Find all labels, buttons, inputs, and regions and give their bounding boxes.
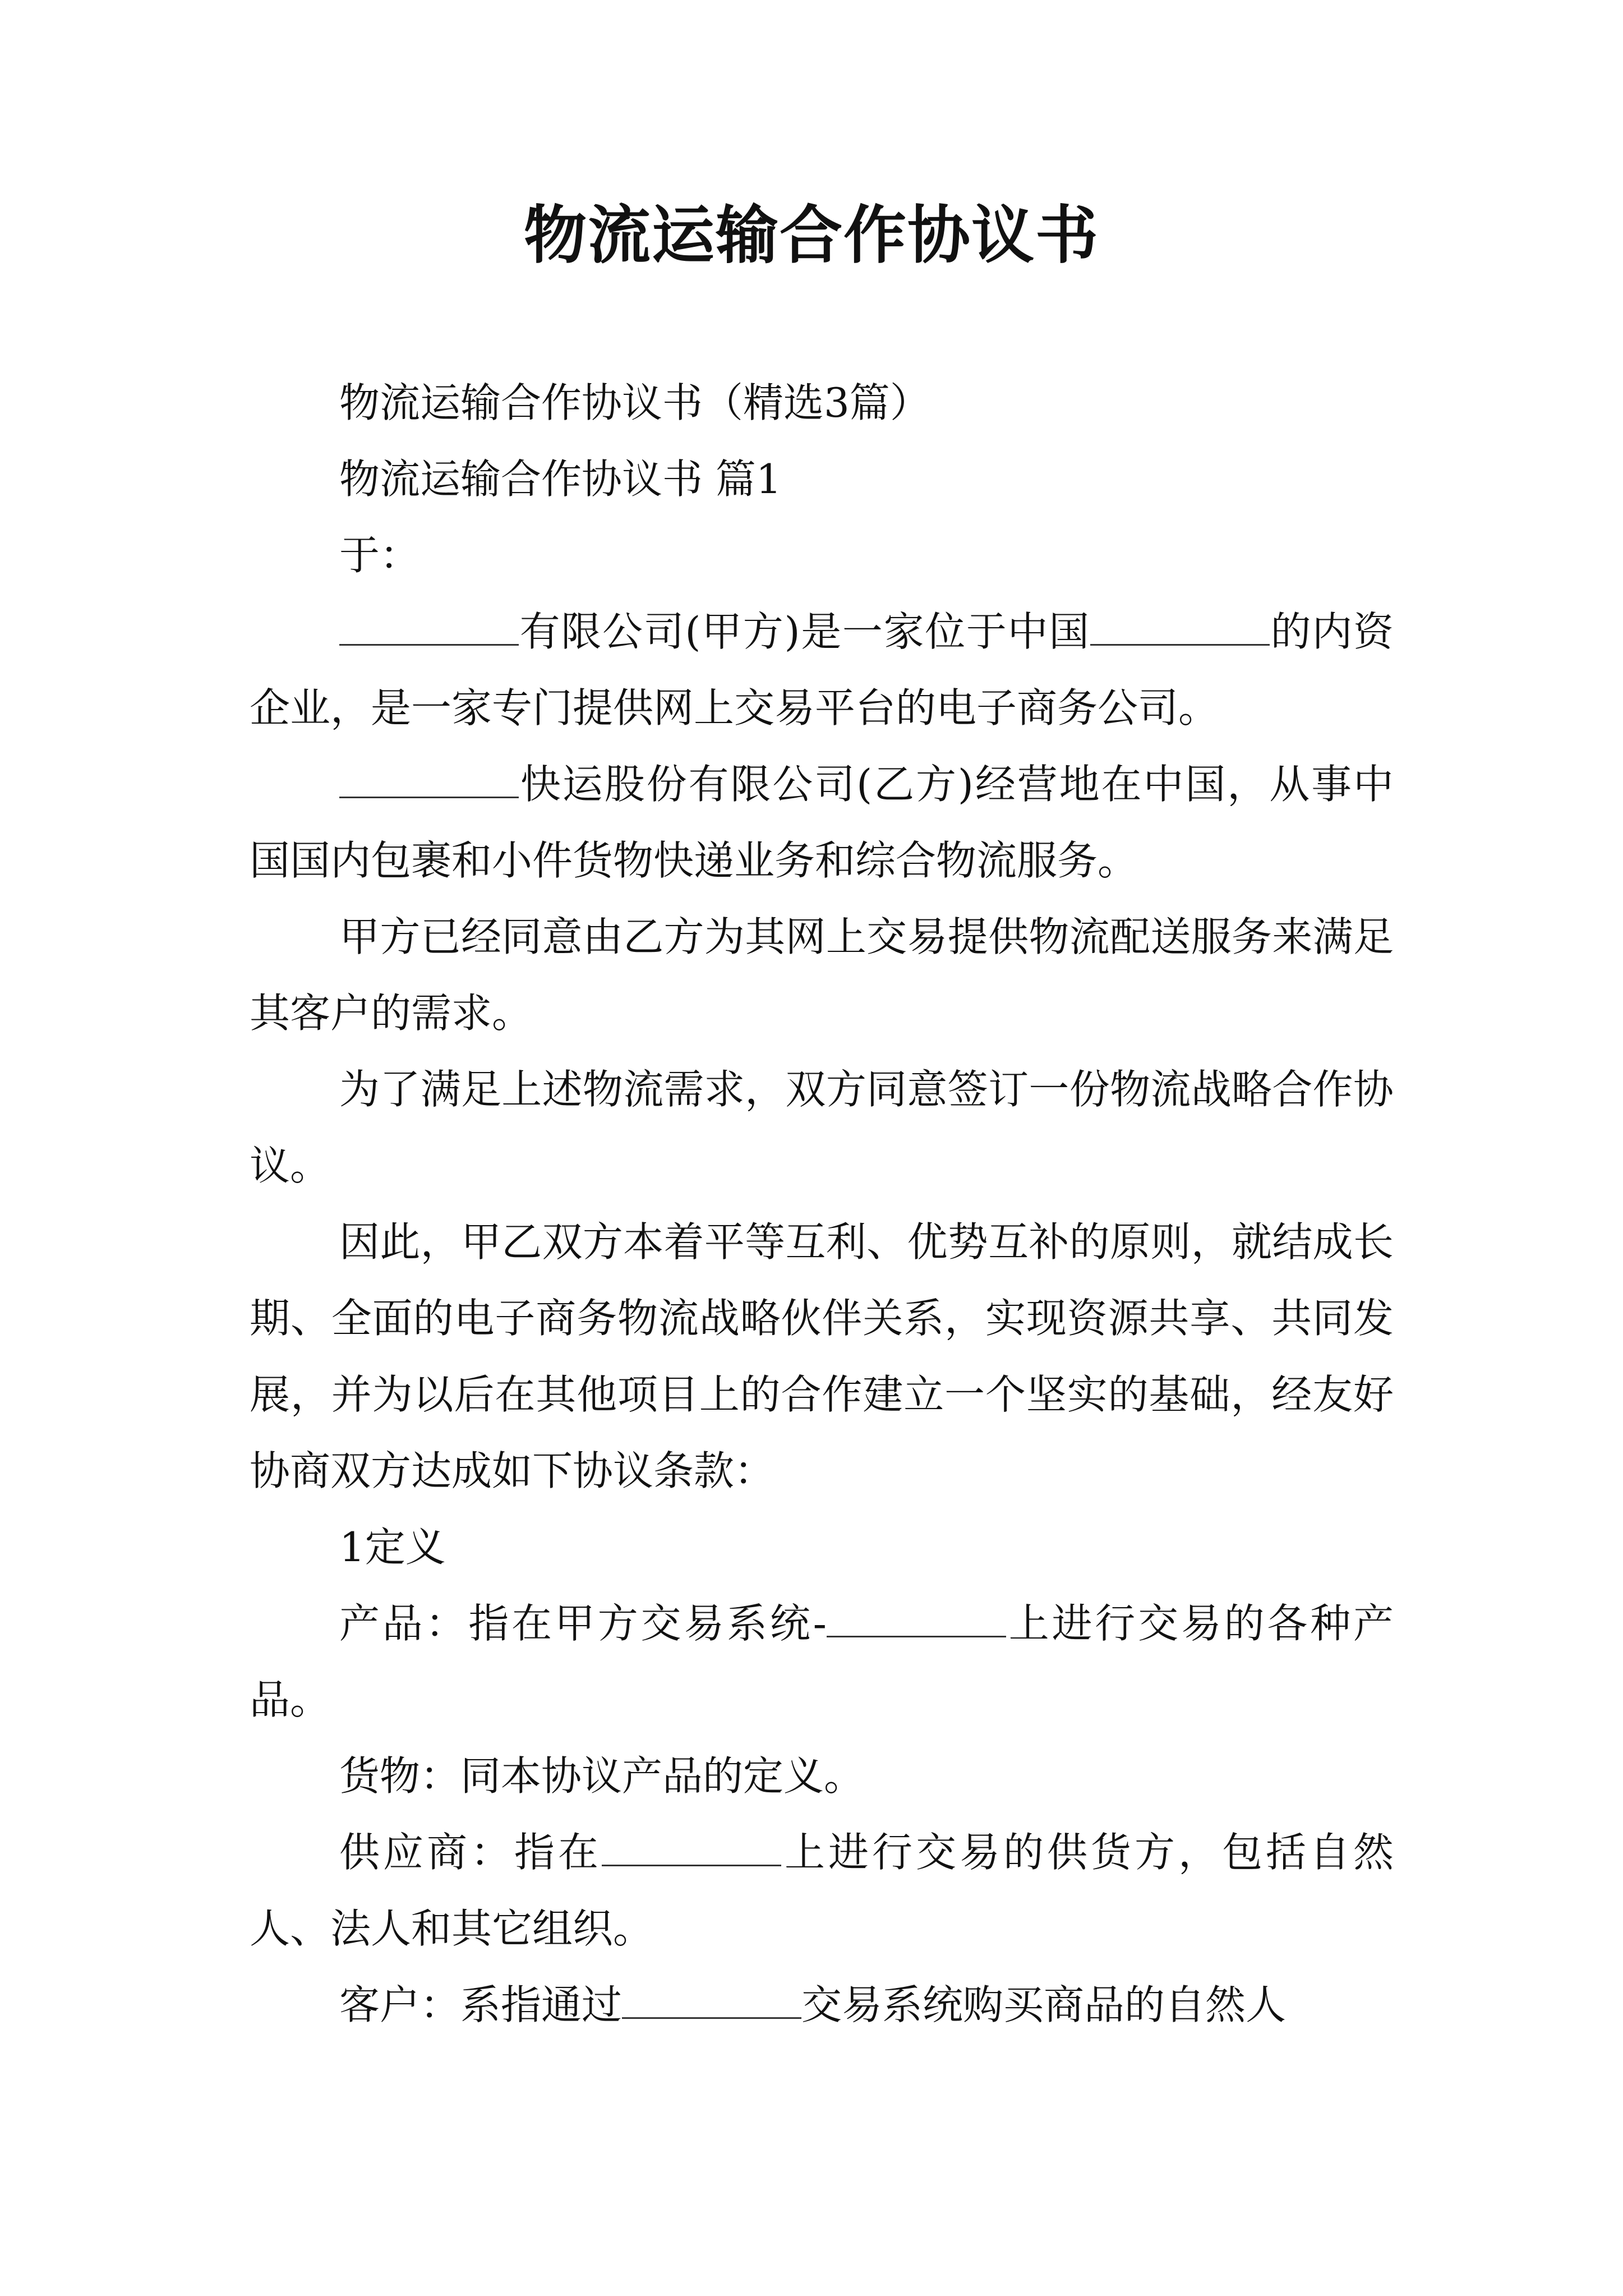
paragraph-party-a (250, 593, 1394, 746)
definition-supplier-text-1: 供应商：指在 (339, 1829, 602, 1876)
party-b-text: 快运股份有限公司(乙方)经营地在中国，从事中国国内包裹和小件货物快递业务和综合物流服务。 (250, 761, 1394, 884)
definition-supplier (250, 1814, 1394, 1967)
definition-supplier-text-2: 上进行交易的供货方，包括自然人、法人和其它组织。 (250, 1829, 1394, 1952)
to-line: 于： (339, 532, 421, 579)
subtitle-line: 物流运输合作协议书（精选3篇） (339, 379, 930, 426)
section-heading: 物流运输合作协议书 篇1 (339, 455, 782, 503)
definition-customer (250, 1967, 1394, 2043)
paragraph-principles: 因此，甲乙双方本着平等互利、优势互补的原则，就结成长期、全面的电子商务物流战略伙伴关系，实现资源共享、共同发展，并为以后在其他项目上的合作建立一个坚实的基础，经友好协商双方达成如下协议条款： (250, 1218, 1394, 1494)
definition-product-text-2: 上进行交易的各种产品。 (250, 1600, 1394, 1723)
blank-line (339, 763, 519, 798)
blank-line (339, 610, 519, 646)
blank-line (827, 1602, 1006, 1637)
definition-customer-text-1: 客户：系指通过 (339, 1981, 623, 2028)
definition-product-text-1: 产品：指在甲方交易系统- (339, 1600, 827, 1647)
paragraph-purpose: 为了满足上述物流需求，双方同意签订一份物流战略合作协议。 (250, 1066, 1394, 1189)
document-body (250, 365, 1394, 2043)
definition-customer-text-2: 交易系统购买商品的自然人 (801, 1981, 1287, 2028)
definition-product (250, 1585, 1394, 1738)
definition-goods: 货物：同本协议产品的定义。 (339, 1752, 865, 1800)
document-title: 物流运输合作协议书 (524, 199, 1099, 272)
blank-line (602, 1831, 781, 1866)
paragraph-agreement: 甲方已经同意由乙方为其网上交易提供物流配送服务来满足其客户的需求。 (250, 913, 1394, 1037)
paragraph-party-b (250, 746, 1394, 899)
definitions-heading: 1定义 (339, 1524, 446, 1571)
party-a-text-2: 的内资企业，是一家专门提供网上交易平台的电子商务公司。 (250, 608, 1394, 731)
blank-line (1090, 610, 1270, 646)
blank-line (622, 1984, 801, 2019)
party-a-text-1: 有限公司(甲方)是一家位于中国 (519, 608, 1090, 655)
